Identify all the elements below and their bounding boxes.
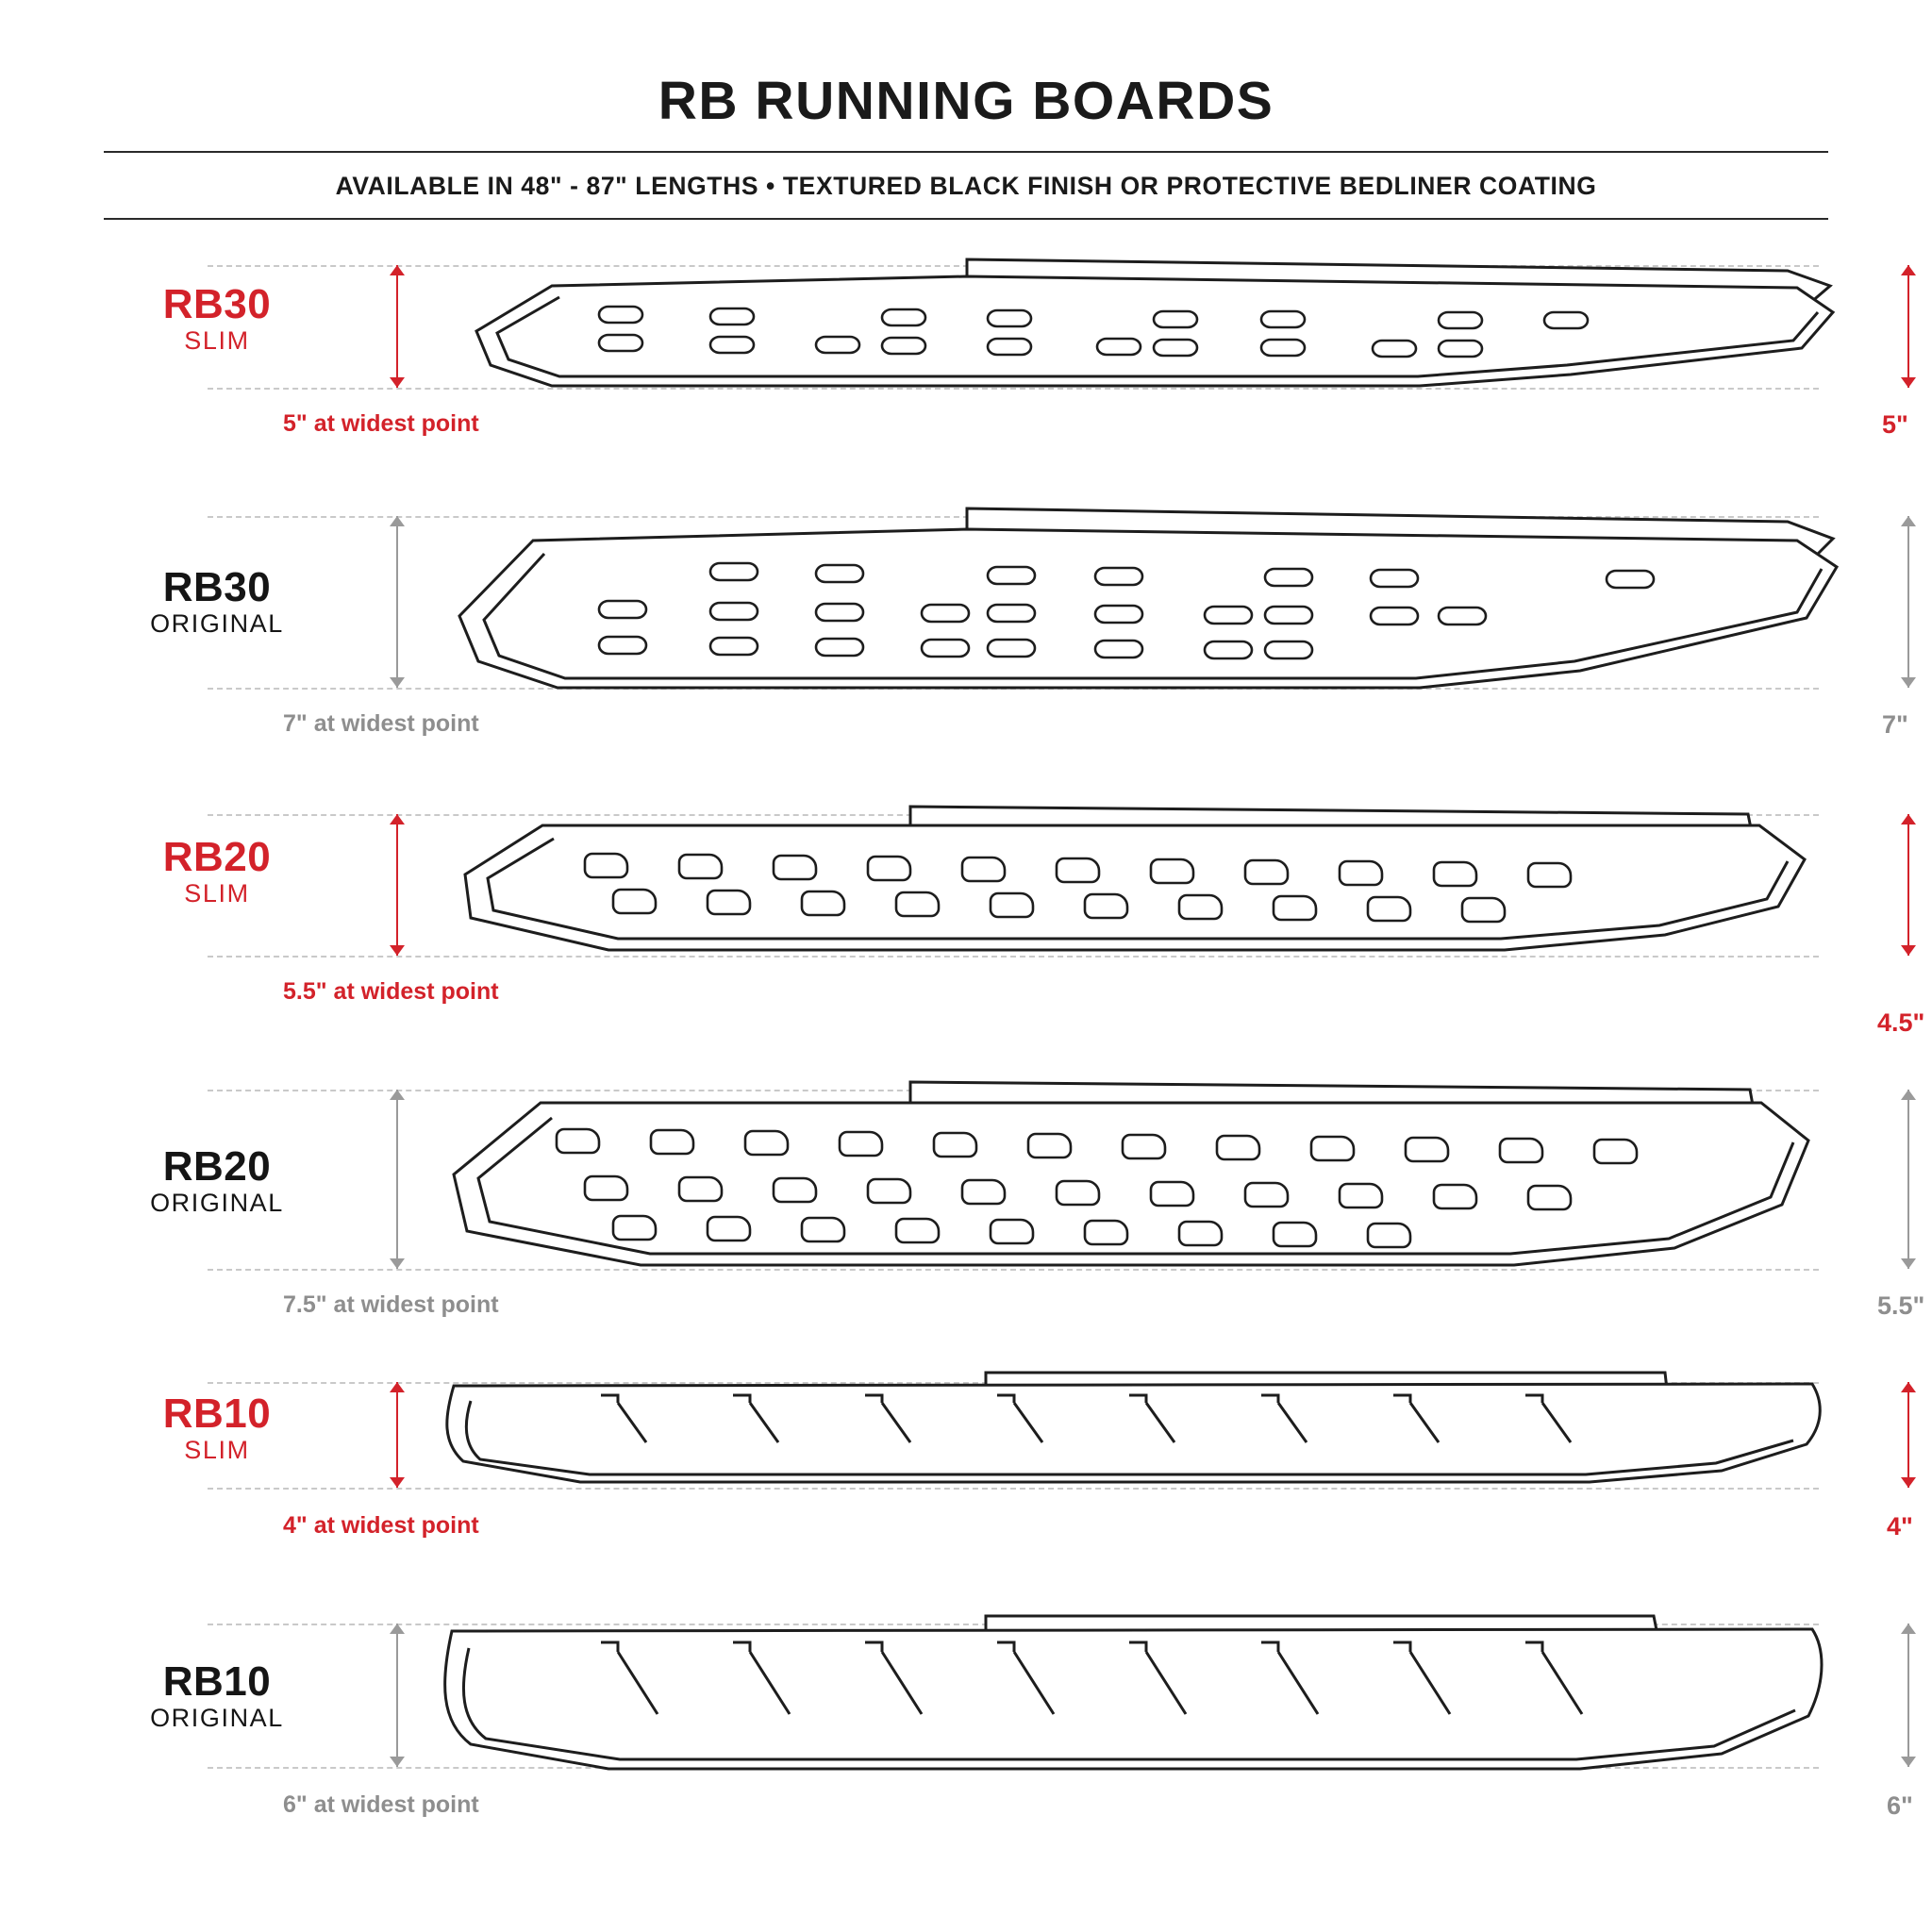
row-model: RB10 bbox=[162, 1390, 272, 1437]
width-caption: 7" at widest point bbox=[283, 709, 479, 737]
row-variant: SLIM bbox=[184, 1435, 250, 1464]
row-rb20-slim bbox=[104, 774, 1925, 1058]
row-label-rb10-slim bbox=[123, 1390, 311, 1467]
row-model: RB20 bbox=[162, 833, 272, 880]
row-model: RB10 bbox=[162, 1657, 272, 1705]
height-caption: 4.5" bbox=[1877, 1008, 1925, 1037]
width-caption: 4" at widest point bbox=[283, 1511, 479, 1539]
height-arrow-left bbox=[396, 814, 398, 956]
board-illustration-rb10-original bbox=[439, 1610, 1863, 1785]
height-arrow-left bbox=[396, 1624, 398, 1767]
row-model: RB30 bbox=[162, 280, 272, 327]
row-rb20-original bbox=[104, 1058, 1925, 1359]
board-illustration-rb30-slim bbox=[439, 254, 1863, 395]
height-arrow-left bbox=[396, 516, 398, 688]
row-label-rb30-slim bbox=[123, 280, 311, 358]
height-arrow-right bbox=[1907, 516, 1909, 688]
row-rb30-slim bbox=[104, 248, 1908, 495]
height-arrow-right bbox=[1907, 1090, 1909, 1269]
row-rb10-original bbox=[104, 1607, 1913, 1861]
width-caption: 6" at widest point bbox=[283, 1790, 479, 1818]
height-arrow-right bbox=[1907, 814, 1909, 956]
row-rb10-slim bbox=[104, 1359, 1913, 1607]
height-caption: 4" bbox=[1887, 1511, 1913, 1541]
board-illustration-rb20-original bbox=[439, 1076, 1863, 1286]
height-caption: 5.5" bbox=[1877, 1291, 1925, 1320]
row-variant: ORIGINAL bbox=[150, 608, 284, 638]
row-label-rb20-original bbox=[123, 1142, 311, 1220]
height-caption: 6" bbox=[1887, 1790, 1913, 1820]
width-caption: 5" at widest point bbox=[283, 409, 479, 437]
height-arrow-right bbox=[1907, 1624, 1909, 1767]
row-label-rb10-original bbox=[123, 1657, 311, 1735]
board-illustration-rb20-slim bbox=[439, 801, 1863, 971]
row-rb30-original bbox=[104, 495, 1908, 774]
width-caption: 7.5" at widest point bbox=[283, 1291, 499, 1318]
subtitle-divider bbox=[104, 218, 1828, 220]
height-arrow-left bbox=[396, 265, 398, 388]
height-arrow-left bbox=[396, 1382, 398, 1488]
page-subtitle: AVAILABLE IN 48" - 87" LENGTHS • TEXTURED BLACK FINISH OR PROTECTIVE BEDLINER COATING bbox=[335, 171, 1597, 200]
board-illustration-rb10-slim bbox=[439, 1367, 1863, 1499]
height-caption: 7" bbox=[1882, 709, 1908, 739]
row-model: RB20 bbox=[162, 1142, 272, 1190]
row-variant: SLIM bbox=[184, 878, 250, 908]
row-variant: ORIGINAL bbox=[150, 1188, 284, 1217]
height-arrow-left bbox=[396, 1090, 398, 1269]
row-variant: SLIM bbox=[184, 325, 250, 355]
row-variant: ORIGINAL bbox=[150, 1703, 284, 1732]
board-rows bbox=[104, 248, 1925, 1861]
row-label-rb30-original bbox=[123, 563, 311, 641]
board-illustration-rb30-original bbox=[439, 503, 1863, 696]
height-arrow-right bbox=[1907, 265, 1909, 388]
width-caption: 5.5" at widest point bbox=[283, 977, 499, 1005]
height-caption: 5" bbox=[1882, 409, 1908, 439]
height-arrow-right bbox=[1907, 1382, 1909, 1488]
page-title: RB RUNNING BOARDS bbox=[658, 71, 1274, 131]
row-label-rb20-slim bbox=[123, 833, 311, 910]
row-model: RB30 bbox=[162, 563, 272, 610]
